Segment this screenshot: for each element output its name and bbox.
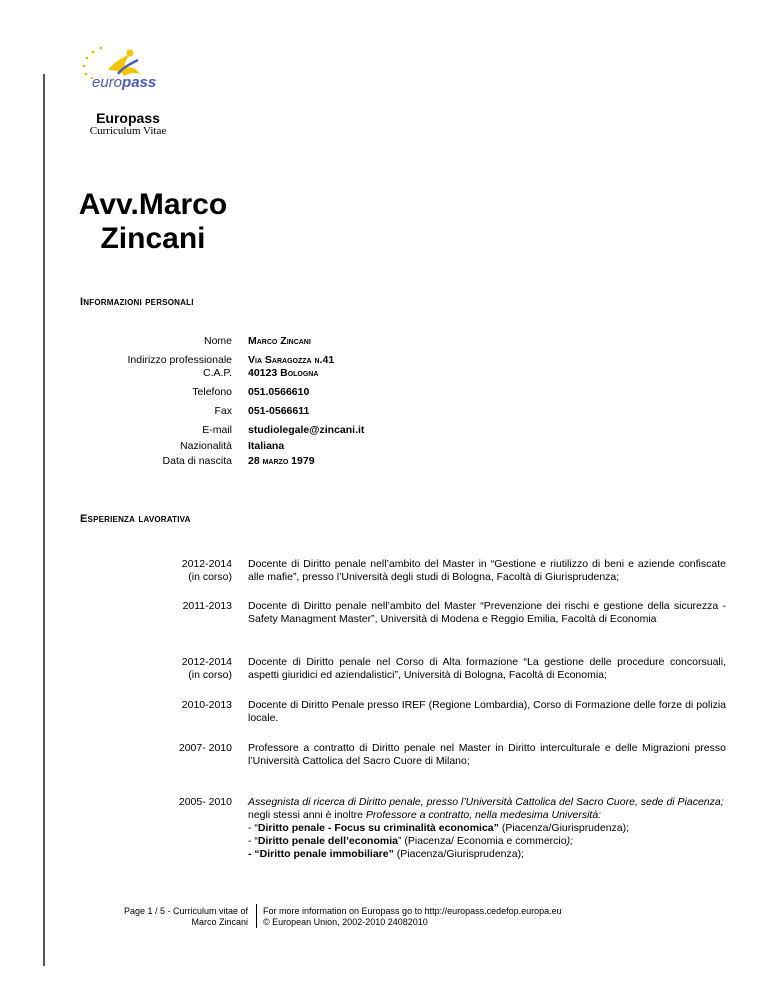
footer-europass-info: For more information on Europass go to http://europass.cedefop.europa.eu © European Union, 2002-2010 24082010	[263, 906, 562, 927]
section-title-experience: Esperienza lavorativa	[80, 513, 191, 525]
europass-logo-icon	[78, 44, 170, 100]
experience-description: Docente di Diritto penale nell’ambito del Master “Prevenzione dei rischi e gestione della sicurezza - Safety Managment Master”, Università di Modena e Reggio Emilia, Facoltà di Economia	[248, 600, 726, 625]
section-title-personal: Informazioni personali	[80, 296, 194, 308]
europass-subtitle: Curriculum Vitae	[89, 125, 167, 137]
experience-description: Docente di Diritto Penale presso IREF (Regione Lombardia), Corso di Formazione delle forze di polizia locale.	[248, 699, 726, 724]
label-birthdate: Data di nascita	[162, 455, 232, 467]
left-margin-rule	[43, 74, 45, 966]
value-address: Via Saragozza n.41	[248, 354, 335, 366]
experience-description: Docente di Diritto penale nel Corso di Alta formazione “La gestione delle procedure concorsuali, aspetti giuridici ed aziendalistici”, Università di Bologna, Facoltà di Economia;	[248, 656, 726, 681]
value-cap: 40123 Bologna	[248, 367, 319, 379]
footer-divider	[256, 904, 257, 928]
value-name: Marco Zincani	[248, 335, 311, 347]
label-name: Nome	[203, 335, 232, 347]
experience-year: 2005- 2010	[178, 796, 232, 808]
experience-year: 2007- 2010	[178, 742, 232, 754]
label-phone: Telefono	[192, 386, 232, 398]
candidate-name: Avv.Marco Zincani	[78, 188, 228, 255]
value-phone: 051.0566610	[248, 386, 310, 398]
experience-description: Docente di Diritto penale nell’ambito del Master in “Gestione e riutilizzo di beni e aziende confiscate alle mafie”, presso l’Università degli studi di Bologna, Facoltà di Giurisprudenza;	[248, 558, 726, 583]
label-address: Indirizzo professionale	[127, 354, 232, 366]
label-cap: C.A.P.	[203, 367, 232, 379]
europass-title: Europass	[96, 110, 160, 126]
label-email: E-mail	[202, 424, 232, 436]
value-birthdate: 28 marzo 1979	[248, 455, 315, 467]
label-fax: Fax	[214, 405, 232, 417]
experience-year: 2010-2013	[181, 699, 232, 711]
experience-description-assegnista: Assegnista di ricerca di Diritto penale, presso l’Università Cattolica del Sacro Cuore, sede di Piacenza; negli stessi anni è inoltre Professore a contratto, nella medesima Università: - “Diritto penale - Focus su criminalità economica” (Piacenza/Giurisprudenza); - “Diritto penale dell’economia” (Piacenza/ Economia e commercio); - “Diritto penale immobiliare” (Piacenza/Giurisprudenza);	[248, 796, 724, 860]
value-fax: 051-0566611	[248, 405, 310, 417]
experience-description: Professore a contratto di Diritto penale nel Master in Diritto interculturale e delle Migrazioni presso l’Università Cattolica del Sacro Cuore di Milano;	[248, 742, 726, 767]
experience-year: 2012-2014 (in corso)	[181, 558, 232, 583]
label-nationality: Nazionalità	[180, 440, 232, 452]
value-email: studiolegale@zincani.it	[248, 424, 365, 436]
experience-year: 2011-2013	[182, 600, 232, 612]
logo-wordmark: europass	[92, 74, 157, 91]
value-nationality: Italiana	[248, 440, 285, 452]
footer-page-info: Page 1 / 5 - Curriculum vitae of Marco Zincani	[123, 906, 248, 927]
experience-year: 2012-2014 (in corso)	[181, 656, 232, 681]
